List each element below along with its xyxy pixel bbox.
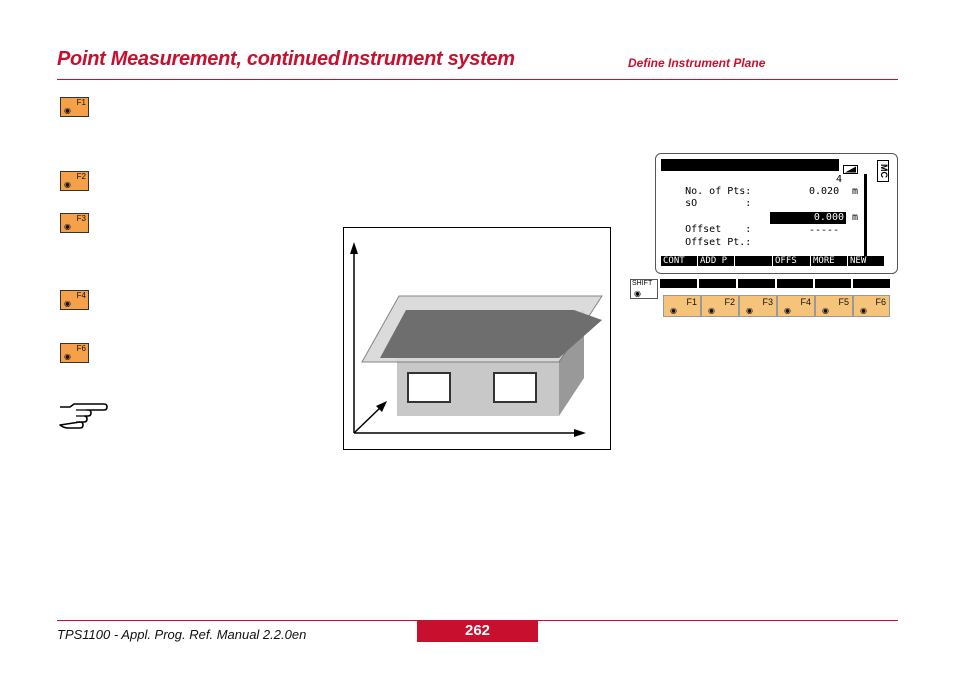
key-dot-icon: ◉	[784, 306, 791, 315]
key-dot-icon: ◉	[64, 180, 71, 189]
mc-tag-label: MC	[879, 164, 889, 178]
key-label: F1	[686, 297, 697, 307]
softkey-blank[interactable]	[735, 256, 773, 266]
house-window-right	[494, 373, 536, 402]
field-label: No. of Pts:	[685, 186, 752, 197]
key-dot-icon: ◉	[64, 299, 71, 308]
key-f3[interactable]	[739, 295, 777, 317]
page-subtitle: Define Instrument Plane	[628, 56, 766, 70]
field-value-so: 0.020	[809, 186, 840, 197]
key-dot-icon: ◉	[64, 352, 71, 361]
key-dot-icon: ◉	[860, 306, 867, 315]
function-key-row	[663, 295, 890, 317]
key-label: F5	[838, 297, 849, 307]
key-label: F3	[76, 214, 86, 223]
house-window-left	[408, 373, 450, 402]
key-f5[interactable]	[815, 295, 853, 317]
key-dot-icon: ◉	[708, 306, 715, 315]
key-top-separators	[660, 279, 890, 288]
axis-arrow-right	[574, 429, 586, 437]
key-label: F3	[762, 297, 773, 307]
field-value-offset-pt: -----	[809, 225, 840, 236]
mc-tag	[877, 160, 889, 182]
key-dot-icon: ◉	[64, 222, 71, 231]
softkey-new[interactable]: NEW	[848, 256, 885, 266]
page-number: 262	[417, 620, 538, 642]
key-dot-icon: ◉	[64, 106, 71, 115]
f3-key-icon	[60, 213, 89, 233]
key-label: F4	[800, 297, 811, 307]
softkey-bar	[661, 256, 885, 266]
offset-input[interactable]: 0.000	[770, 212, 846, 224]
field-unit-so: m	[852, 186, 859, 197]
softkey-cont[interactable]: CONT	[661, 256, 698, 266]
instrument-screen	[655, 153, 898, 274]
key-f1[interactable]	[663, 295, 701, 317]
screen-scrollbar	[864, 174, 867, 258]
battery-icon	[843, 161, 859, 170]
softkey-add-p[interactable]: ADD P	[698, 256, 735, 266]
manual-reference: TPS1100 - Appl. Prog. Ref. Manual 2.2.0en	[57, 627, 307, 642]
axis-depth	[354, 406, 382, 433]
softkey-more[interactable]: MORE	[811, 256, 848, 266]
key-label: F6	[875, 297, 886, 307]
field-label: Offset Pt.:	[685, 237, 752, 248]
f2-key-icon	[60, 171, 89, 191]
key-f6[interactable]	[853, 295, 890, 317]
pointing-hand-icon	[56, 401, 108, 431]
shift-key[interactable]	[630, 279, 658, 299]
chapter-title: Instrument system	[342, 48, 515, 70]
key-label: F6	[76, 344, 86, 353]
key-label: F2	[724, 297, 735, 307]
key-label: F1	[76, 98, 86, 107]
key-f2[interactable]	[701, 295, 739, 317]
f6-key-icon	[60, 343, 89, 363]
key-dot-icon: ◉	[746, 306, 753, 315]
field-unit-offset: m	[852, 212, 859, 223]
shift-dot-icon: ◉	[634, 289, 641, 298]
key-label: F4	[76, 291, 86, 300]
key-label: F2	[76, 172, 86, 181]
plane-illustration	[343, 227, 611, 450]
field-label: sO :	[685, 198, 752, 209]
key-dot-icon: ◉	[822, 306, 829, 315]
section-title: Point Measurement, continued	[57, 48, 340, 70]
key-dot-icon: ◉	[670, 306, 677, 315]
field-value-num-points: 4	[836, 174, 843, 185]
screen-title-bar	[661, 159, 839, 182]
field-label: Offset :	[685, 224, 752, 235]
screen-title: REFP\ Define Plane	[687, 171, 802, 182]
header-rule	[57, 79, 898, 80]
f4-key-icon	[60, 290, 89, 310]
key-f4[interactable]	[777, 295, 815, 317]
shift-label: SHIFT	[632, 280, 653, 287]
softkey-offs[interactable]: OFFS	[773, 256, 811, 266]
f1-key-icon	[60, 97, 89, 117]
axis-arrow-up	[350, 242, 358, 254]
